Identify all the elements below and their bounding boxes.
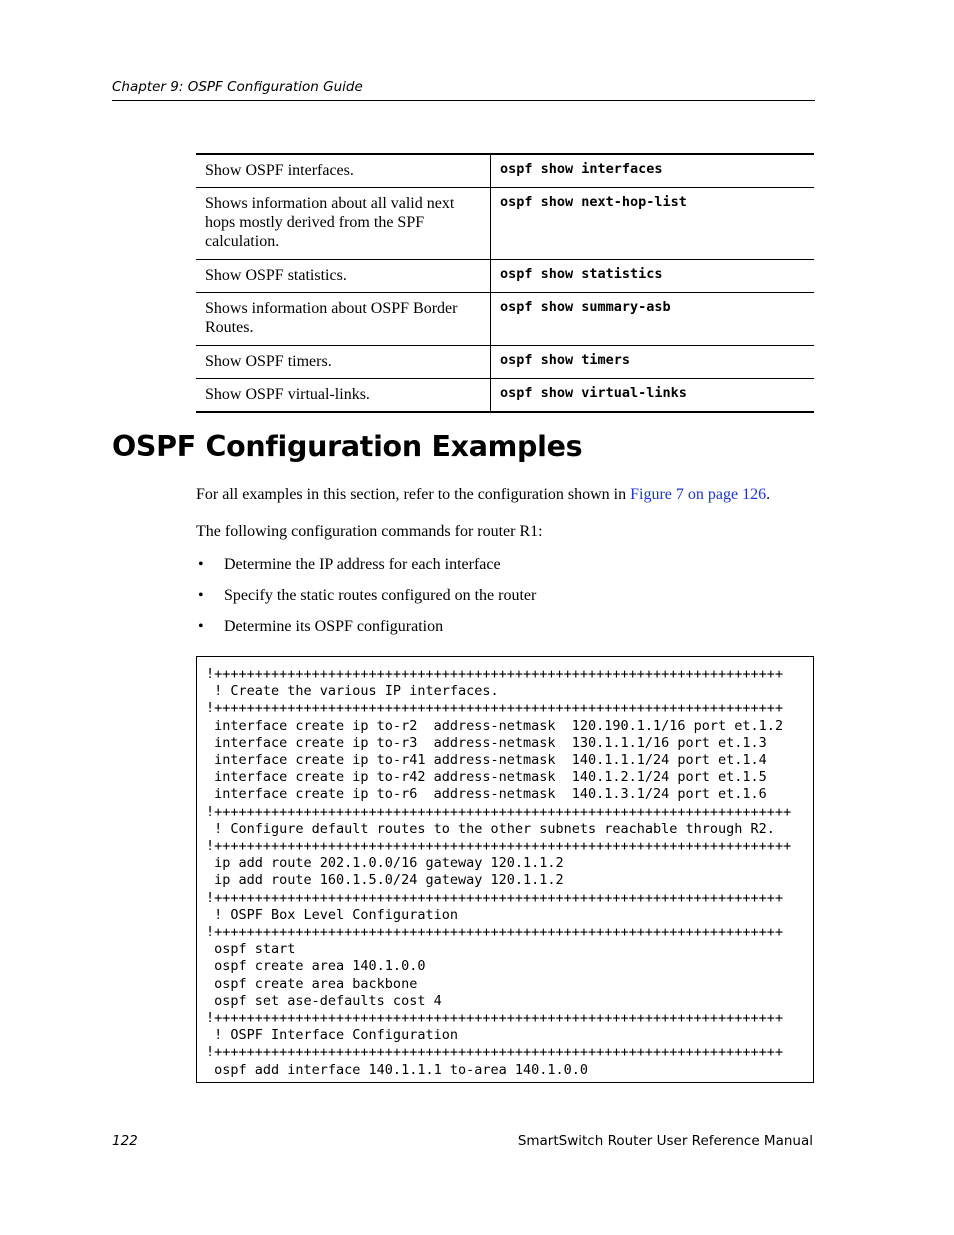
table-row <box>196 260 814 293</box>
command-syntax: ospf show next-hop-list <box>491 188 815 260</box>
table-row <box>196 293 814 346</box>
intro-text: For all examples in this section, refer to the configuration shown in <box>196 486 631 503</box>
manual-title: SmartSwitch Router User Reference Manual <box>517 1133 813 1149</box>
config-code-listing: !++++++++++++++++++++++++++++++++++++++++++++++++++++++++++++++++++++++ ! Create the various IP interfaces. !++++++++++++++++++++++++++++++++++++++++++++++++++++++++++++++++++++++ interface create ip to-r2 address-netmask 120.190.1.1/16 port et.1.2 interface create ip to-r3 address-netmask 130.1.1.1/16 port et.1.3 interface create ip to-r41 address-netmask 140.1.1.1/24 port et.1.4 interface create ip to-r42 address-netmask 140.1.2.1/24 port et.1.5 interface create ip to-r6 address-netmask 140.1.3.1/24 port et.1.6 !+++++++++++++++++++++++++++++++++++++++++++++++++++++++++++++++++++++++ ! Configure default routes to the other subnets reachable through R2. !+++++++++++++++++++++++++++++++++++++++++++++++++++++++++++++++++++++++ ip add route 202.1.0.0/16 gateway 120.1.1.2 ip add route 160.1.5.0/24 gateway 120.1.1.2 !++++++++++++++++++++++++++++++++++++++++++++++++++++++++++++++++++++++ ! OSPF Box Level Configuration !++++++++++++++++++++++++++++++++++++++++++++++++++++++++++++++++++++++ ospf start ospf create area 140.1.0.0 ospf create area backbone ospf set ase-defaults cost 4 !++++++++++++++++++++++++++++++++++++++++++++++++++++++++++++++++++++++ ! OSPF Interface Configuration !++++++++++++++++++++++++++++++++++++++++++++++++++++++++++++++++++++++ ospf add interface 140.1.1.1 to-area 140.1.0.0 <box>196 656 814 1083</box>
list-item <box>196 587 796 618</box>
command-syntax: ospf show interfaces <box>491 154 815 188</box>
command-syntax: ospf show summary-asb <box>491 293 815 346</box>
page-number: 122 <box>112 1133 138 1149</box>
running-header: Chapter 9: OSPF Configuration Guide <box>112 79 815 101</box>
lead-in-paragraph: The following configuration commands for router R1: <box>196 523 543 540</box>
intro-paragraph <box>196 486 770 504</box>
list-item <box>196 618 796 649</box>
bullet-icon: • <box>198 556 204 573</box>
ospf-show-command-table <box>196 153 814 413</box>
command-description: Show OSPF interfaces. <box>196 154 491 188</box>
bullet-list <box>196 556 796 649</box>
command-description: Show OSPF timers. <box>196 346 491 379</box>
bullet-icon: • <box>198 587 204 604</box>
bullet-text: Determine the IP address for each interface <box>224 556 501 573</box>
bullet-text: Specify the static routes configured on the router <box>224 587 537 604</box>
list-item <box>196 556 796 587</box>
figure-7-link[interactable]: Figure 7 on page 126 <box>630 486 767 503</box>
section-title: OSPF Configuration Examples <box>112 430 583 463</box>
table-row <box>196 346 814 379</box>
command-description: Shows information about all valid next hops mostly derived from the SPF calculation. <box>196 188 491 260</box>
table-row <box>196 379 814 413</box>
command-description: Show OSPF statistics. <box>196 260 491 293</box>
command-description: Shows information about OSPF Border Routes. <box>196 293 491 346</box>
command-syntax: ospf show virtual-links <box>500 385 687 401</box>
table-row <box>196 154 814 188</box>
command-syntax: ospf show statistics <box>491 260 815 293</box>
intro-end: . <box>766 486 771 503</box>
table-row <box>196 188 814 260</box>
bullet-icon: • <box>198 618 204 635</box>
bullet-text: Determine its OSPF configuration <box>224 618 444 635</box>
command-description: Show OSPF virtual-links. <box>196 379 491 413</box>
command-syntax: ospf show timers <box>491 346 815 379</box>
